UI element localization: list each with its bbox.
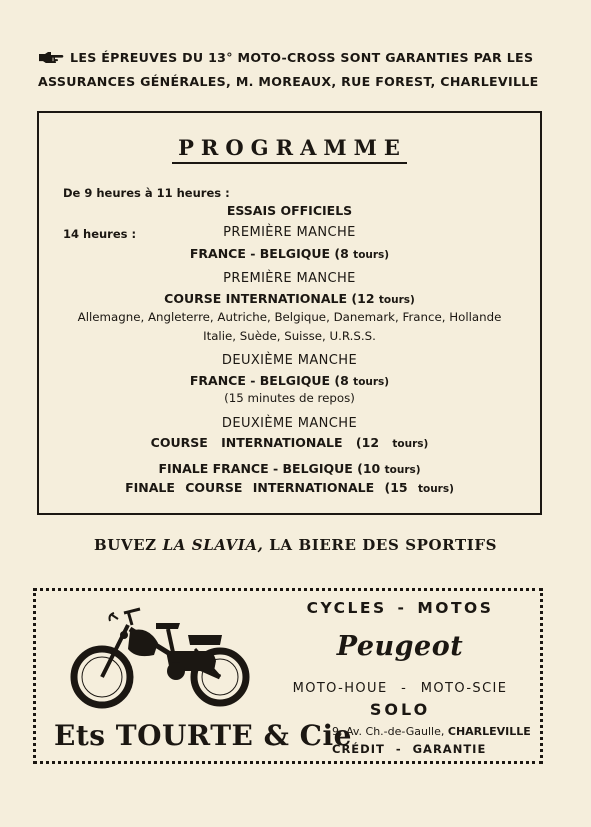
programme-title: [39, 135, 540, 160]
programme-box: [37, 111, 542, 515]
product-line: MOTO-HOUE - MOTO-SCIE: [292, 681, 508, 696]
round2-tours: tours): [378, 294, 415, 306]
afternoon-time: 14 heures :: [63, 227, 137, 241]
essais-officiels: ESSAIS OFFICIELS: [226, 203, 353, 218]
round4-tours: tours): [392, 438, 429, 450]
round1-event: [39, 246, 540, 261]
pointing-hand-icon: [38, 51, 64, 63]
round1-label: PREMIÈRE MANCHE: [223, 225, 356, 240]
countries-line-2: Italie, Suède, Suisse, U.R.S.S.: [203, 329, 376, 343]
round1-tours: tours): [353, 249, 390, 261]
round4-event-name: COURSE INTERNATIONALE (12: [150, 435, 380, 450]
final1-event: [39, 461, 540, 476]
slavia-slogan: [0, 536, 591, 554]
morning-time: De 9 heures à 11 heures :: [63, 186, 230, 200]
slogan-brand: LA SLAVIA,: [162, 536, 264, 554]
company-name: Ets TOURTE & Cie: [54, 719, 352, 752]
round2-label: PREMIÈRE MANCHE: [223, 271, 356, 286]
final2-event: [39, 480, 540, 495]
round3-label: DEUXIÈME MANCHE: [221, 353, 358, 368]
notice-line-2: ASSURANCES GÉNÉRALES, M. MOREAUX, RUE FOREST, CHARLEVILLE: [38, 74, 539, 89]
insurance-notice: [38, 46, 558, 94]
rest-break: (15 minutes de repos): [224, 391, 355, 405]
notice-line-1: [38, 46, 558, 70]
round3-event-name: FRANCE - BELGIQUE (8: [189, 373, 349, 388]
round4-label: DEUXIÈME MANCHE: [221, 416, 358, 431]
final1-event-name: FINALE FRANCE - BELGIQUE (10: [158, 461, 381, 476]
round3-event: [39, 373, 540, 388]
slogan-after: LA BIERE DES SPORTIFS: [269, 536, 498, 554]
tourte-advert: [33, 588, 543, 764]
programme-title-text: PROGRAMME: [172, 135, 407, 164]
peugeot-brand: Peugeot: [336, 631, 464, 662]
address-city: CHARLEVILLE: [447, 725, 531, 738]
round3-tours: tours): [353, 376, 390, 388]
cycles-motos: CYCLES - MOTOS: [306, 599, 494, 617]
notice-text-1: LES ÉPREUVES DU 13° MOTO-CROSS SONT GARANTIES PAR LES: [70, 50, 534, 65]
final2-tours: tours): [417, 483, 454, 495]
round2-event: [39, 291, 540, 306]
moped-illustration: [70, 599, 250, 711]
round1-event-name: FRANCE - BELGIQUE (8: [189, 246, 349, 261]
final1-tours: tours): [384, 464, 421, 476]
address-street: 9, Av. Ch.-de-Gaulle,: [332, 725, 445, 738]
countries-line-1: Allemagne, Angleterre, Autriche, Belgique, Danemark, France, Hollande: [77, 310, 502, 324]
round2-event-name: COURSE INTERNATIONALE (12: [164, 291, 375, 306]
solo-brand: SOLO: [369, 700, 431, 719]
round4-event: [39, 435, 540, 450]
credit-garantie: CRÉDIT - GARANTIE: [332, 742, 487, 756]
final2-event-name: FINALE COURSE INTERNATIONALE (15: [125, 480, 408, 495]
company-address: [332, 725, 531, 738]
slogan-before: BUVEZ: [93, 536, 157, 554]
